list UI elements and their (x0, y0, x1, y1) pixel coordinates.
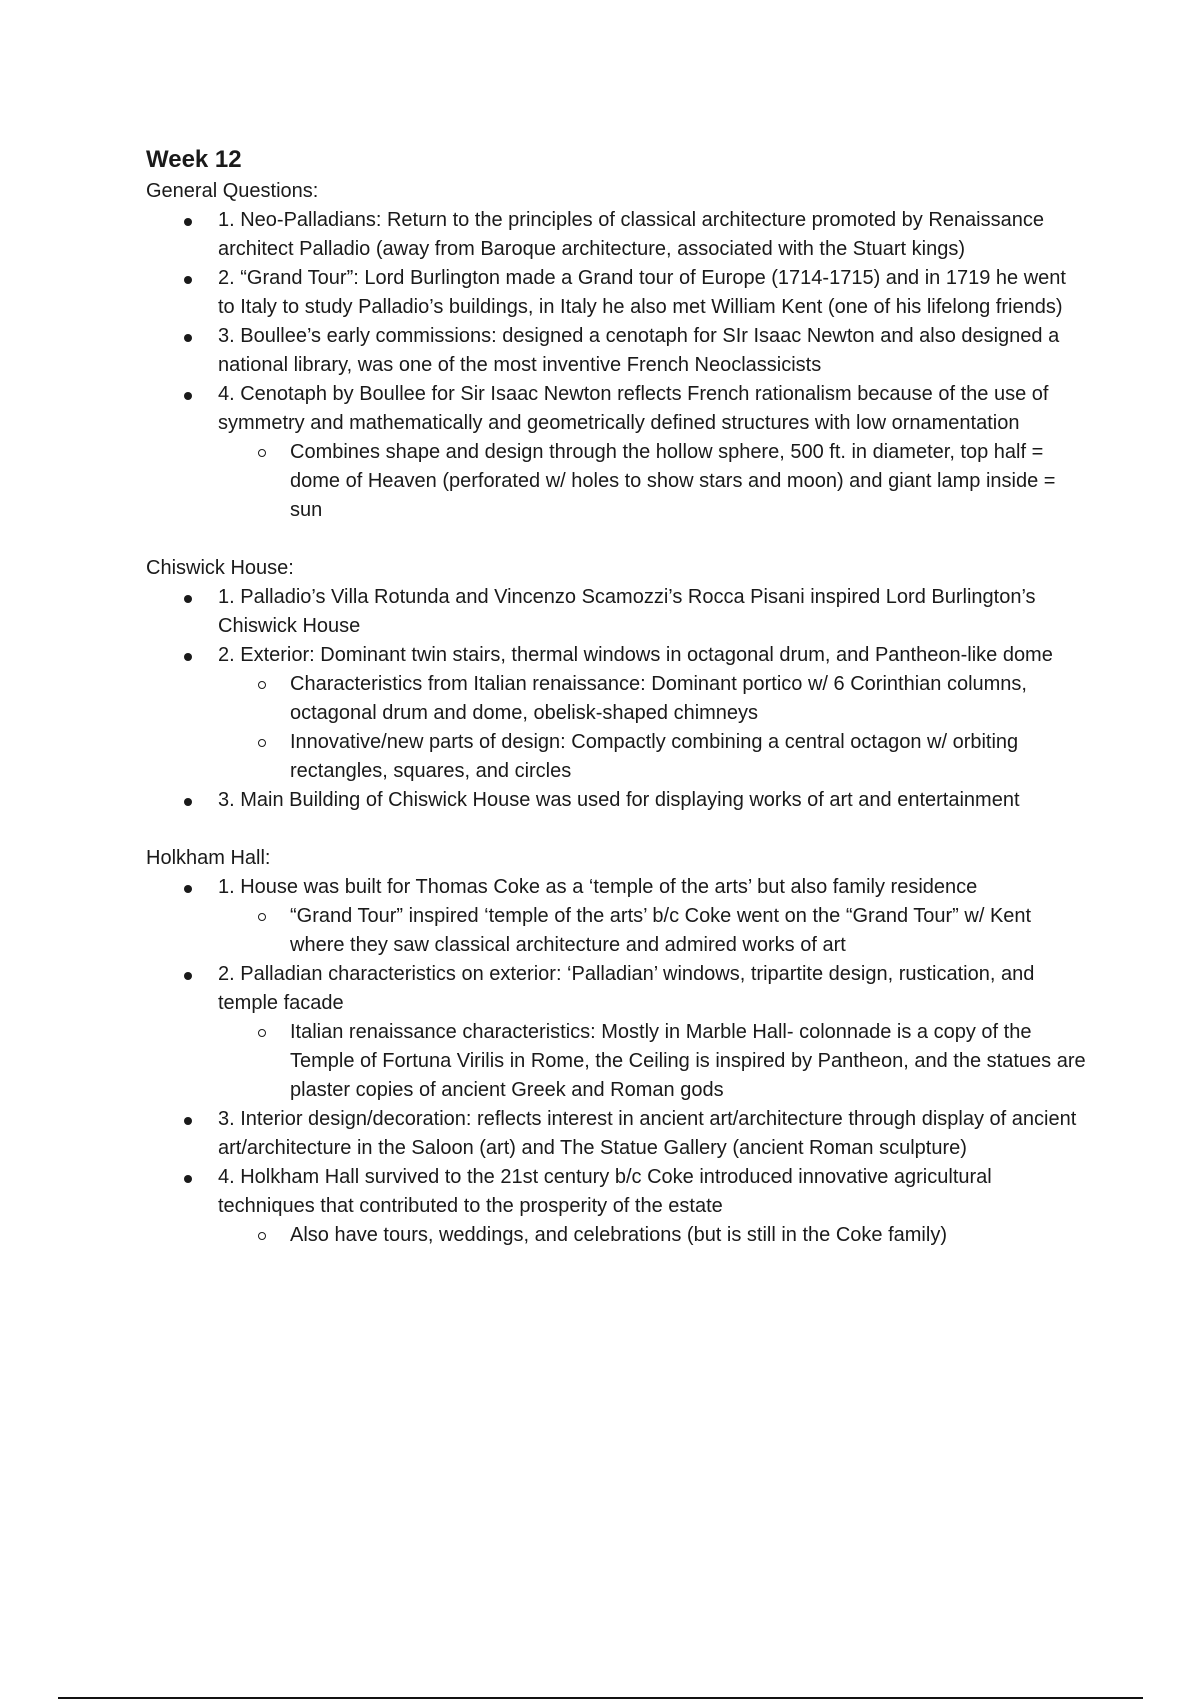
list-item (218, 1105, 1086, 1163)
bullet-list (146, 873, 1086, 1250)
list-item-text: 1. Palladio’s Villa Rotunda and Vincenzo Scamozzi’s Rocca Pisani inspired Lord Burlington’s Chiswick House (218, 586, 1036, 637)
sub-bullet-list (218, 1018, 1086, 1105)
list-item-text: 3. Main Building of Chiswick House was used for displaying works of art and entertainment (218, 789, 1020, 811)
bullet-icon (184, 392, 192, 400)
bullet-icon (184, 218, 192, 226)
bullet-list (146, 206, 1086, 525)
bullet-icon (184, 595, 192, 603)
bullet-icon (184, 1175, 192, 1183)
bullet-icon (184, 885, 192, 893)
list-item (218, 1163, 1086, 1250)
bullet-icon (184, 798, 192, 806)
sub-list-item-text: Characteristics from Italian renaissance: Dominant portico w/ 6 Corinthian columns, octagonal drum and dome, obelisk-shaped chimneys (290, 673, 1027, 724)
list-item-text: 3. Interior design/decoration: reflects interest in ancient art/architecture through display of ancient art/architecture in the Saloon (art) and The Statue Gallery (ancient Roman sculpture) (218, 1108, 1077, 1159)
list-item-text: 3. Boullee’s early commissions: designed a cenotaph for SIr Isaac Newton and also designed a national library, was one of the most inventive French Neoclassicists (218, 325, 1060, 376)
section-holkham-hall (146, 844, 1086, 1250)
hollow-bullet-icon (258, 1029, 266, 1037)
spacer (146, 525, 1086, 554)
hollow-bullet-icon (258, 739, 266, 747)
page-bottom-rule (58, 1697, 1143, 1699)
sub-bullet-list (218, 670, 1086, 786)
list-item-text: 2. “Grand Tour”: Lord Burlington made a Grand tour of Europe (1714-1715) and in 1719 he went to Italy to study Palladio’s buildings, in Italy he also met William Kent (one of his lifelong friends) (218, 267, 1066, 318)
section-general-questions (146, 177, 1086, 525)
list-item (218, 206, 1086, 264)
sub-list-item (290, 1018, 1086, 1105)
hollow-bullet-icon (258, 681, 266, 689)
list-item (218, 960, 1086, 1105)
sub-list-item-text: “Grand Tour” inspired ‘temple of the arts’ b/c Coke went on the “Grand Tour” w/ Kent where they saw classical architecture and admired works of art (290, 905, 1032, 956)
list-item (218, 264, 1086, 322)
page-title: Week 12 (146, 146, 242, 173)
bullet-icon (184, 334, 192, 342)
sub-bullet-list (218, 438, 1086, 525)
bullet-icon (184, 276, 192, 284)
bullet-icon (184, 1117, 192, 1125)
bullet-icon (184, 972, 192, 980)
sub-list-item-text: Also have tours, weddings, and celebrations (but is still in the Coke family) (290, 1224, 947, 1246)
sub-list-item (290, 1221, 1086, 1250)
bullet-list (146, 583, 1086, 815)
sub-bullet-list (218, 1221, 1086, 1250)
section-label: Holkham Hall: (146, 847, 271, 869)
sub-list-item (290, 670, 1086, 728)
section-label: General Questions: (146, 180, 319, 202)
section-label: Chiswick House: (146, 557, 294, 579)
sub-list-item (290, 438, 1086, 525)
list-item (218, 380, 1086, 525)
bullet-icon (184, 653, 192, 661)
sub-list-item-text: Italian renaissance characteristics: Mostly in Marble Hall- colonnade is a copy of the Temple of Fortuna Virilis in Rome, the Ceiling is inspired by Pantheon, and the statues are plaster copies of ancient Greek and Roman gods (290, 1021, 1086, 1101)
hollow-bullet-icon (258, 449, 266, 457)
sub-list-item-text: Innovative/new parts of design: Compactly combining a central octagon w/ orbiting rectangles, squares, and circles (290, 731, 1019, 782)
spacer (146, 815, 1086, 844)
list-item-text: 1. House was built for Thomas Coke as a ‘temple of the arts’ but also family residence (218, 876, 978, 898)
sub-bullet-list (218, 902, 1086, 960)
list-item (218, 641, 1086, 786)
hollow-bullet-icon (258, 913, 266, 921)
list-item (218, 322, 1086, 380)
list-item (218, 583, 1086, 641)
sub-list-item (290, 728, 1086, 786)
list-item-text: 2. Exterior: Dominant twin stairs, thermal windows in octagonal drum, and Pantheon-like dome (218, 644, 1053, 666)
sub-list-item-text: Combines shape and design through the hollow sphere, 500 ft. in diameter, top half = dome of Heaven (perforated w/ holes to show stars and moon) and giant lamp inside = sun (290, 441, 1056, 521)
list-item (218, 873, 1086, 960)
sub-list-item (290, 902, 1086, 960)
list-item-text: 2. Palladian characteristics on exterior: ‘Palladian’ windows, tripartite design, rustication, and temple facade (218, 963, 1035, 1014)
list-item-text: 4. Cenotaph by Boullee for Sir Isaac Newton reflects French rationalism because of the use of symmetry and mathematically and geometrically defined structures with low ornamentation (218, 383, 1049, 434)
list-item-text: 4. Holkham Hall survived to the 21st century b/c Coke introduced innovative agricultural techniques that contributed to the prosperity of the estate (218, 1166, 992, 1217)
list-item-text: 1. Neo-Palladians: Return to the principles of classical architecture promoted by Renaissance architect Palladio (away from Baroque architecture, associated with the Stuart kings) (218, 209, 1044, 260)
hollow-bullet-icon (258, 1232, 266, 1240)
section-chiswick-house (146, 554, 1086, 815)
list-item (218, 786, 1086, 815)
document-page (146, 143, 1086, 1250)
